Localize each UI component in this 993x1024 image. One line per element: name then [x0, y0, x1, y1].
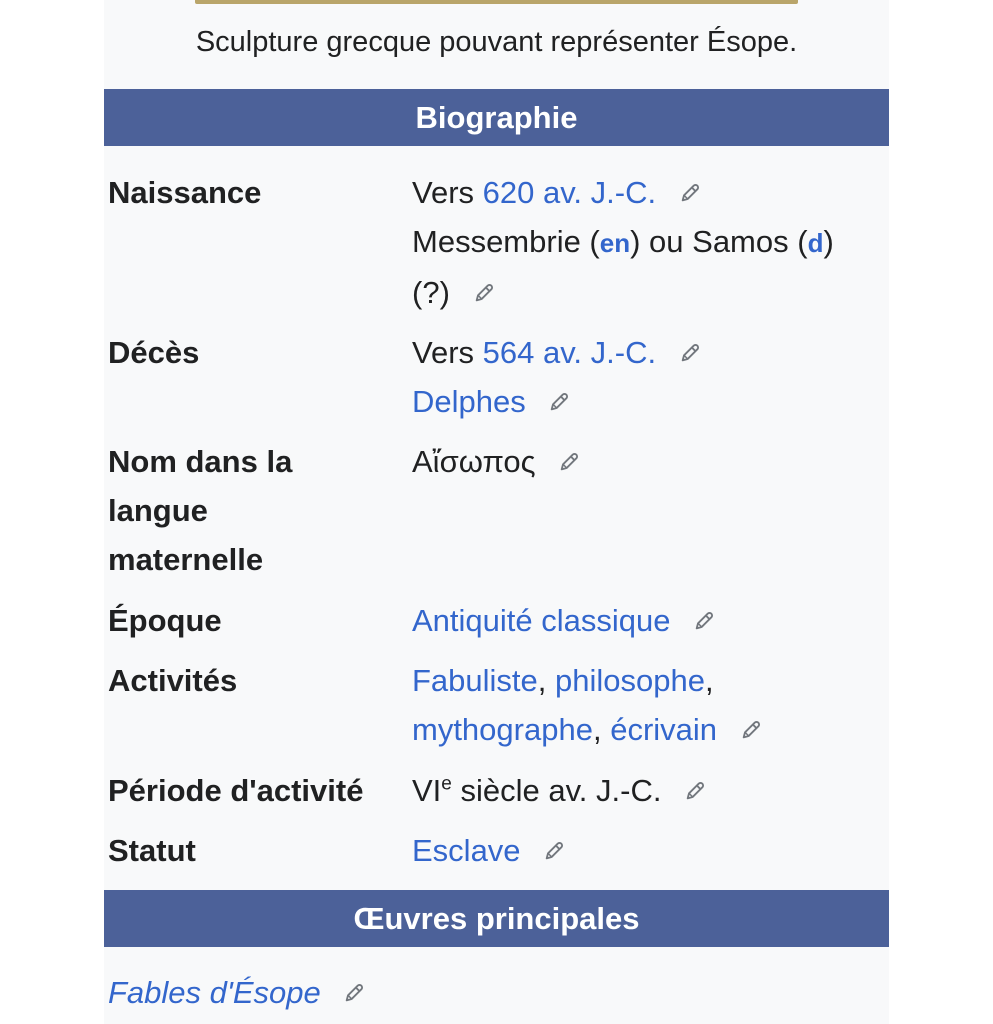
death-date-link[interactable]: 564 av. J.-C. — [482, 335, 657, 370]
label-epoque: Époque — [108, 603, 222, 638]
epoque-link[interactable]: Antiquité classique — [412, 603, 671, 638]
label-nom-langue: Nom dans la langue maternelle — [108, 444, 293, 577]
pencil-icon[interactable] — [740, 719, 762, 741]
lang-en-link[interactable]: en — [599, 228, 631, 258]
pencil-icon[interactable] — [693, 610, 715, 632]
pencil-icon[interactable] — [558, 451, 580, 473]
birth-place-close: ) — [823, 224, 834, 259]
birth-date-link[interactable]: 620 av. J.-C. — [482, 175, 657, 210]
value-epoque — [412, 596, 882, 645]
pencil-icon[interactable] — [473, 282, 495, 304]
pencil-icon[interactable] — [684, 780, 706, 802]
value-deces — [412, 328, 882, 426]
lang-d-link[interactable]: d — [807, 228, 824, 258]
oeuvre-item — [108, 970, 365, 1015]
image-caption: Sculpture grecque pouvant représenter Ésope. — [195, 26, 798, 58]
pencil-icon[interactable] — [343, 982, 365, 1004]
birth-uncertain: (?) — [412, 275, 450, 310]
period-roman: VI — [412, 773, 442, 808]
pencil-icon[interactable] — [543, 840, 565, 862]
value-naissance — [412, 168, 882, 317]
value-periode — [412, 766, 882, 815]
activity-link-philosophe[interactable]: philosophe — [555, 663, 706, 698]
label-naissance: Naissance — [108, 175, 262, 210]
comma-separator: , — [537, 663, 547, 698]
period-rest: siècle av. J.-C. — [451, 773, 662, 808]
infobox — [104, 0, 889, 1024]
label-statut: Statut — [108, 833, 196, 868]
birth-place-1: Messembrie ( — [412, 224, 600, 259]
death-prefix: Vers — [412, 335, 475, 370]
activity-link-ecrivain[interactable]: écrivain — [610, 712, 718, 747]
value-activites — [412, 656, 882, 754]
death-place-link[interactable]: Delphes — [412, 384, 526, 419]
label-activites: Activités — [108, 663, 238, 698]
birth-prefix: Vers — [412, 175, 475, 210]
statut-link[interactable]: Esclave — [412, 833, 521, 868]
pencil-icon[interactable] — [548, 391, 570, 413]
comma-separator: , — [592, 712, 602, 747]
activity-link-fabuliste[interactable]: Fabuliste — [412, 663, 538, 698]
period-sup: e — [441, 773, 452, 795]
section-header-biographie: Biographie — [104, 89, 889, 146]
label-deces: Décès — [108, 335, 200, 370]
value-nom-langue — [412, 437, 882, 486]
native-name: Αἴσωπος — [412, 444, 536, 479]
section-header-oeuvres: Œuvres principales — [104, 890, 889, 947]
pencil-icon[interactable] — [679, 182, 701, 204]
label-periode: Période d'activité — [108, 773, 364, 808]
birth-place-or: ) ou Samos ( — [630, 224, 808, 259]
comma-separator: , — [705, 663, 714, 698]
portrait-image[interactable] — [195, 0, 798, 4]
value-statut — [412, 826, 882, 875]
oeuvre-link[interactable]: Fables d'Ésope — [108, 975, 321, 1010]
activity-link-mythographe[interactable]: mythographe — [412, 712, 593, 747]
pencil-icon[interactable] — [679, 342, 701, 364]
